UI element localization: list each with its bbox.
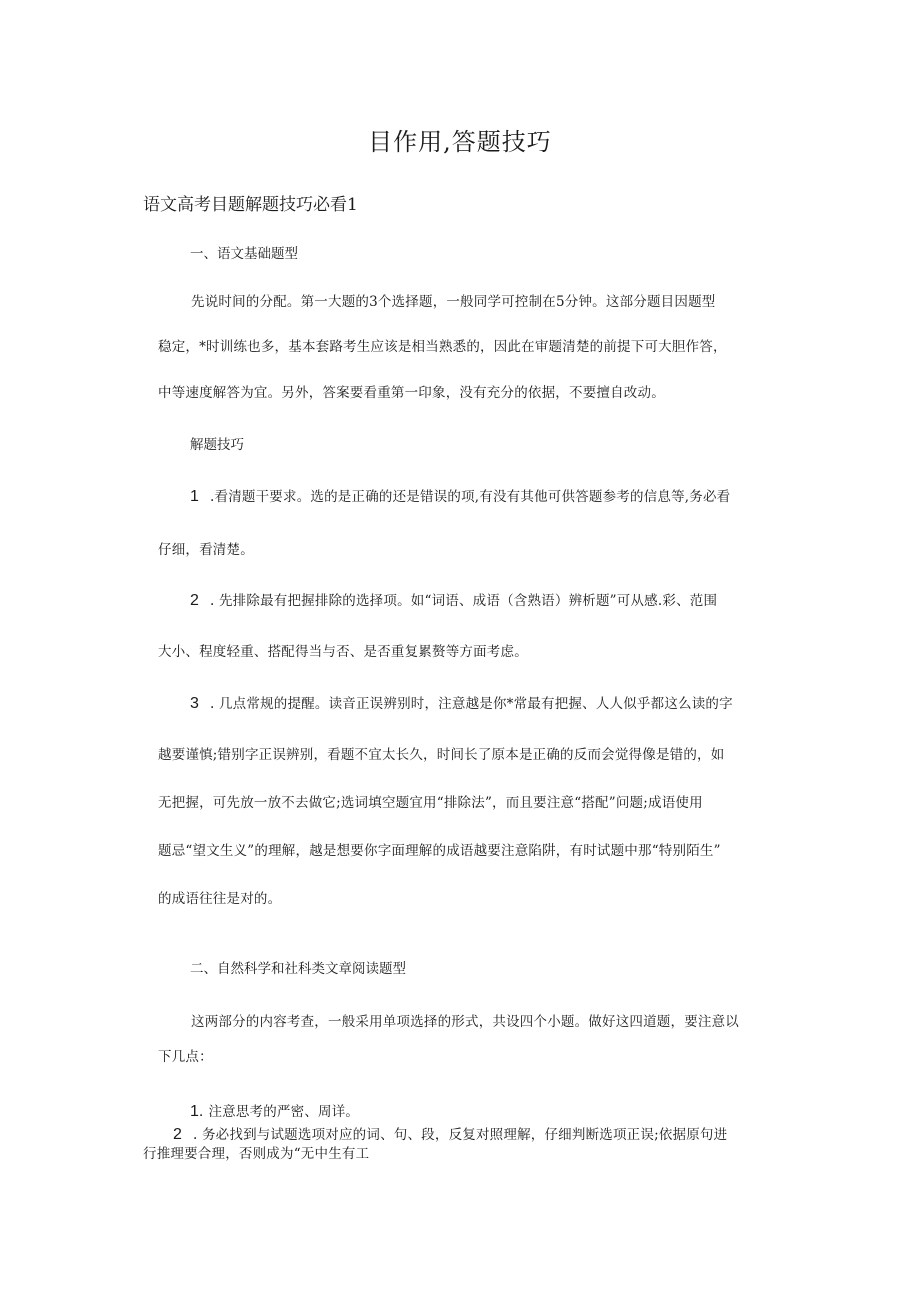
tip1-line: .看清题干要求。选的是正确的还是错误的项,有没有其他可供答题参考的信息等,务必看 bbox=[210, 489, 731, 505]
tip1 bbox=[190, 485, 730, 506]
tips-heading: 解题技巧 bbox=[190, 437, 244, 453]
tip3 bbox=[190, 692, 733, 713]
page-title: 目作用,答题技巧 bbox=[368, 128, 552, 156]
section1-intro-line: 稳定，*时训练也多，基本套路考生应该是相当熟悉的，因此在审题清楚的前提下可大胆作答， bbox=[158, 339, 727, 355]
section1-heading: 一、语文基础题型 bbox=[190, 246, 298, 262]
tip1-number: 1 bbox=[190, 488, 199, 505]
page-subtitle: 语文高考目题解题技巧必看1 bbox=[143, 195, 358, 215]
tip2-line: 大小、程度轻重、搭配得当与否、是否重复累赘等方面考虑。 bbox=[158, 644, 528, 660]
point1 bbox=[190, 1100, 359, 1121]
tip3-line: . 几点常规的提醒。读音正误辨别时，注意越是你*常最有把握、人人似乎都这么读的字 bbox=[210, 696, 733, 712]
tip3-line: 越要谨慎;错别字正误辨别，看题不宜太长久，时间长了原本是正确的反而会觉得像是错的，如 bbox=[158, 747, 725, 763]
section2-intro-line: 下几点： bbox=[158, 1049, 213, 1065]
section1-intro-line: 先说时间的分配。第一大题的3个选择题，一般同学可控制在5分钟。这部分题目因题型 bbox=[191, 294, 716, 310]
tip3-line: 无把握，可先放一放不去做它;选词填空题宜用“排除法”，而且要注意“搭配”问题;成语使用 bbox=[158, 795, 703, 811]
tip2-number: 2 bbox=[190, 592, 199, 609]
point2 bbox=[173, 1123, 727, 1144]
point1-text: 注意思考的严密、周详。 bbox=[208, 1104, 360, 1120]
point2-number: 2 bbox=[173, 1126, 182, 1143]
point2-line: 行推理要合理，否则成为“无中生有工 bbox=[143, 1146, 370, 1162]
tip2 bbox=[190, 589, 717, 610]
tip1-line: 仔细，看清楚。 bbox=[158, 542, 254, 558]
tip3-number: 3 bbox=[190, 695, 199, 712]
tip2-line: . 先排除最有把握排除的选择项。如“词语、成语（含熟语）辨析题”可从感.彩、范围 bbox=[210, 593, 718, 609]
section2-heading: 二、自然科学和社科类文章阅读题型 bbox=[190, 961, 406, 977]
tip3-line: 题忌“望文生义”的理解，越是想要你字面理解的成语越要注意陷阱，有时试题中那“特别陌生” bbox=[158, 843, 721, 859]
tip3-line: 的成语往往是对的。 bbox=[158, 891, 282, 907]
point1-number: 1. bbox=[190, 1103, 204, 1120]
point2-line: . 务必找到与试题选项对应的词、句、段，反复对照理解，仔细判断选项正误;依据原句进 bbox=[193, 1127, 728, 1143]
section1-intro-line: 中等速度解答为宜。另外，答案要看重第一印象，没有充分的依据，不要擅自改动。 bbox=[158, 385, 665, 401]
section2-intro-line: 这两部分的内容考查，一般采用单项选择的形式，共设四个小题。做好这四道题，要注意以 bbox=[191, 1014, 739, 1030]
